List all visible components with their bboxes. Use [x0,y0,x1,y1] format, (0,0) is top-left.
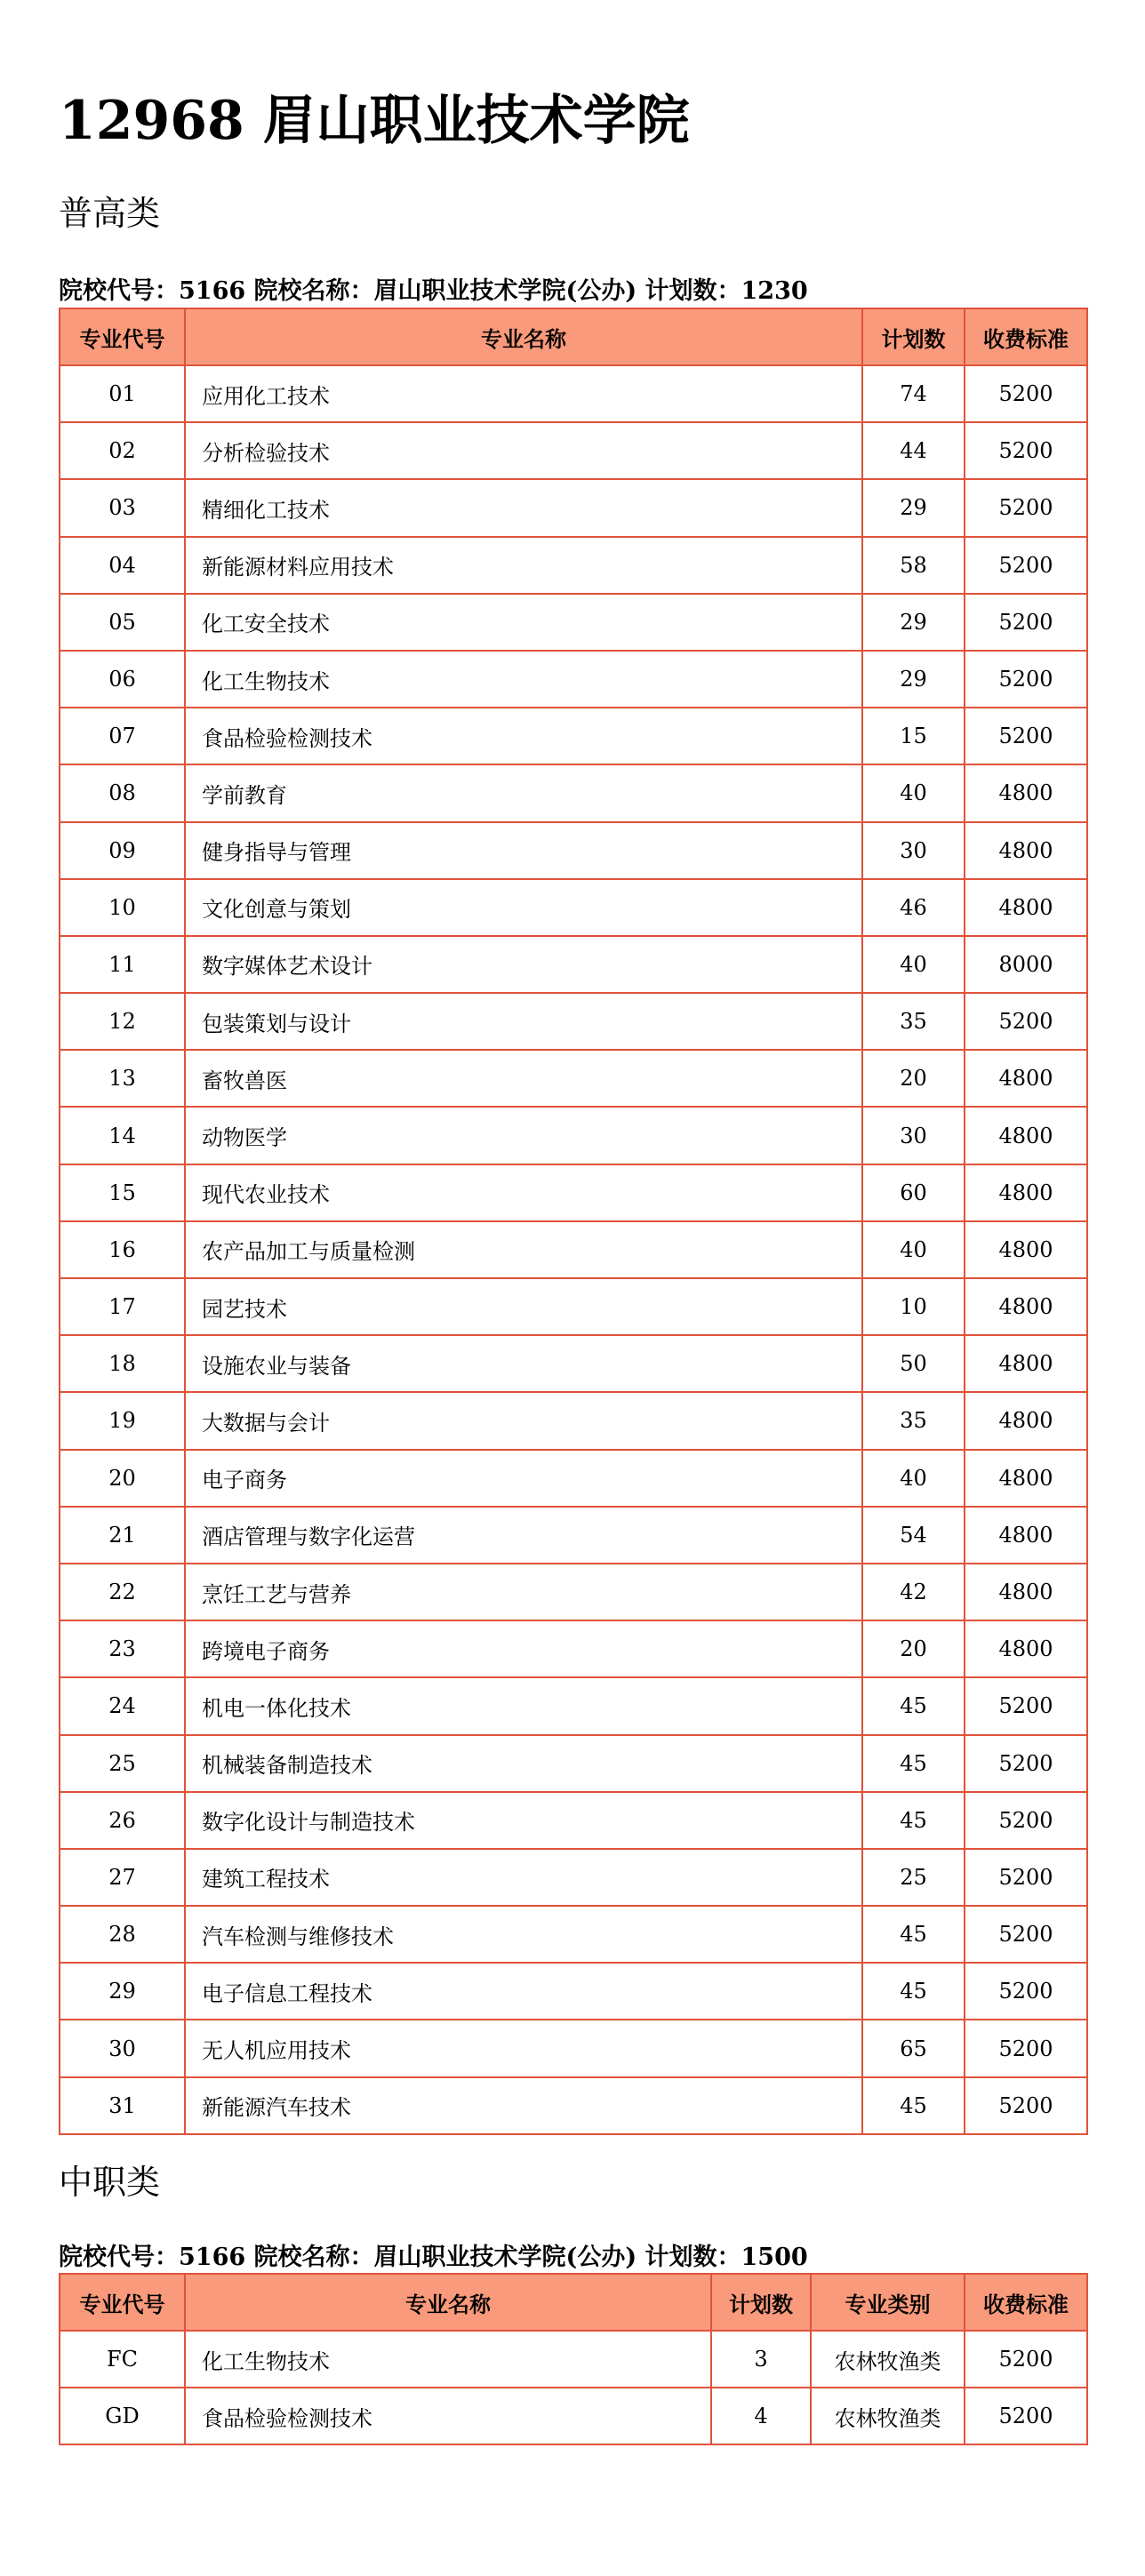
cell-major-name: 健身指导与管理 [185,822,862,879]
cell-major-name: 现代农业技术 [185,1164,862,1221]
cell-major-name: 新能源汽车技术 [185,2077,862,2134]
cell-major-name: 电子信息工程技术 [185,1963,862,2020]
table-row [60,936,1087,993]
table-row [60,993,1087,1050]
cell-fee: 4800 [965,822,1087,879]
cell-fee: 4800 [965,1050,1087,1107]
cell-plan-count: 15 [862,708,965,764]
cell-plan-count: 25 [862,1849,965,1906]
cell-plan-count: 45 [862,1963,965,2020]
cell-major-name: 建筑工程技术 [185,1849,862,1906]
cell-major-code: 21 [60,1507,185,1564]
cell-fee: 5200 [965,2331,1087,2388]
cell-plan-count: 40 [862,1450,965,1507]
cell-major-name: 无人机应用技术 [185,2020,862,2076]
cell-plan-count: 45 [862,1735,965,1792]
cell-major-code: FC [60,2331,185,2388]
cell-major-code: 07 [60,708,185,764]
cell-major-code: 23 [60,1620,185,1677]
cell-fee: 5200 [965,1849,1087,1906]
cell-fee: 4800 [965,764,1087,821]
cell-plan-count: 45 [862,1677,965,1734]
cell-major-name: 数字化设计与制造技术 [185,1792,862,1849]
cell-fee: 4800 [965,1507,1087,1564]
cell-fee: 5200 [965,1677,1087,1734]
cell-fee: 5200 [965,993,1087,1050]
cell-plan-count: 20 [862,1050,965,1107]
table-header-row [60,2274,1087,2331]
header-major-code: 专业代号 [60,308,185,365]
cell-major-name: 机电一体化技术 [185,1677,862,1734]
table-row [60,365,1087,422]
table-row [60,422,1087,479]
cell-major-code: 19 [60,1392,185,1449]
cell-major-name: 食品检验检测技术 [185,2388,711,2444]
cell-major-code: 27 [60,1849,185,1906]
table-row [60,879,1087,936]
cell-major-name: 化工生物技术 [185,651,862,708]
cell-major-name: 农产品加工与质量检测 [185,1221,862,1278]
cell-fee: 5200 [965,2077,1087,2134]
cell-fee: 4800 [965,1107,1087,1164]
table-row [60,1849,1087,1906]
header-fee: 收费标准 [965,2274,1087,2331]
cell-plan-count: 3 [711,2331,811,2388]
major-table-general [59,308,1088,2135]
cell-plan-count: 65 [862,2020,965,2076]
cell-plan-count: 46 [862,879,965,936]
table-row [60,1050,1087,1107]
table-row [60,822,1087,879]
cell-fee: 4800 [965,879,1087,936]
table-row [60,1450,1087,1507]
cell-plan-count: 54 [862,1507,965,1564]
cell-plan-count: 29 [862,594,965,651]
cell-fee: 5200 [965,1792,1087,1849]
cell-major-code: 29 [60,1963,185,2020]
cell-major-code: 26 [60,1792,185,1849]
cell-major-name: 机械装备制造技术 [185,1735,862,1792]
cell-plan-count: 50 [862,1335,965,1392]
cell-major-name: 电子商务 [185,1450,862,1507]
cell-major-code: 11 [60,936,185,993]
table-row [60,1507,1087,1564]
table-row [60,1164,1087,1221]
cell-major-name: 化工安全技术 [185,594,862,651]
school-info-general: 院校代号：5166 院校名称：眉山职业技术学院(公办) 计划数：1230 [59,277,808,305]
cell-major-code: 31 [60,2077,185,2134]
cell-fee: 5200 [965,2388,1087,2444]
cell-plan-count: 44 [862,422,965,479]
cell-fee: 4800 [965,1564,1087,1620]
cell-fee: 5200 [965,708,1087,764]
table-row [60,1677,1087,1734]
school-info-vocational: 院校代号：5166 院校名称：眉山职业技术学院(公办) 计划数：1500 [59,2244,808,2271]
header-plan-count: 计划数 [862,308,965,365]
cell-major-code: 14 [60,1107,185,1164]
header-major-category: 专业类别 [811,2274,965,2331]
cell-major-code: 13 [60,1050,185,1107]
cell-fee: 8000 [965,936,1087,993]
cell-fee: 5200 [965,479,1087,536]
cell-major-code: 04 [60,537,185,594]
cell-plan-count: 30 [862,822,965,879]
table-row [60,1392,1087,1449]
cell-major-name: 新能源材料应用技术 [185,537,862,594]
cell-major-name: 学前教育 [185,764,862,821]
cell-fee: 4800 [965,1221,1087,1278]
cell-plan-count: 29 [862,479,965,536]
table-row [60,2020,1087,2076]
cell-major-code: 02 [60,422,185,479]
cell-plan-count: 60 [862,1164,965,1221]
cell-plan-count: 10 [862,1278,965,1335]
table-row [60,1735,1087,1792]
header-plan-count: 计划数 [711,2274,811,2331]
cell-fee: 4800 [965,1392,1087,1449]
cell-major-name: 畜牧兽医 [185,1050,862,1107]
cell-major-category: 农林牧渔类 [811,2331,965,2388]
cell-major-code: 20 [60,1450,185,1507]
cell-major-name: 包装策划与设计 [185,993,862,1050]
cell-plan-count: 45 [862,1906,965,1963]
table-row [60,1906,1087,1963]
cell-major-code: 24 [60,1677,185,1734]
cell-major-code: 22 [60,1564,185,1620]
table-row [60,708,1087,764]
cell-major-name: 化工生物技术 [185,2331,711,2388]
cell-major-code: 28 [60,1906,185,1963]
cell-fee: 5200 [965,2020,1087,2076]
table-row [60,1221,1087,1278]
cell-major-code: 09 [60,822,185,879]
table-row [60,537,1087,594]
cell-major-code: 08 [60,764,185,821]
table-row [60,1335,1087,1392]
cell-major-name: 文化创意与策划 [185,879,862,936]
table-row [60,1620,1087,1677]
cell-major-name: 烹饪工艺与营养 [185,1564,862,1620]
cell-major-code: 18 [60,1335,185,1392]
header-fee: 收费标准 [965,308,1087,365]
cell-major-code: 10 [60,879,185,936]
cell-plan-count: 45 [862,1792,965,1849]
cell-major-name: 动物医学 [185,1107,862,1164]
cell-plan-count: 40 [862,936,965,993]
section-title-vocational: 中职类 [59,2163,161,2202]
cell-major-code: 16 [60,1221,185,1278]
table-row [60,479,1087,536]
cell-major-name: 食品检验检测技术 [185,708,862,764]
cell-fee: 5200 [965,594,1087,651]
cell-major-name: 设施农业与装备 [185,1335,862,1392]
cell-fee: 5200 [965,365,1087,422]
table-row [60,1564,1087,1620]
cell-major-code: GD [60,2388,185,2444]
cell-major-code: 03 [60,479,185,536]
cell-major-name: 园艺技术 [185,1278,862,1335]
cell-major-code: 01 [60,365,185,422]
header-major-code: 专业代号 [60,2274,185,2331]
cell-fee: 5200 [965,422,1087,479]
table-row [60,2077,1087,2134]
table-header-row [60,308,1087,365]
table-row [60,1792,1087,1849]
table-row [60,2388,1087,2444]
table-row [60,1278,1087,1335]
cell-plan-count: 40 [862,1221,965,1278]
cell-major-name: 数字媒体艺术设计 [185,936,862,993]
table-row [60,594,1087,651]
cell-major-name: 大数据与会计 [185,1392,862,1449]
cell-fee: 4800 [965,1278,1087,1335]
cell-plan-count: 74 [862,365,965,422]
table-row [60,1107,1087,1164]
cell-plan-count: 40 [862,764,965,821]
cell-major-code: 30 [60,2020,185,2076]
table-row [60,2331,1087,2388]
section-title-general: 普高类 [59,194,161,233]
cell-major-code: 12 [60,993,185,1050]
cell-fee: 5200 [965,1906,1087,1963]
cell-fee: 4800 [965,1620,1087,1677]
cell-major-code: 15 [60,1164,185,1221]
cell-major-code: 05 [60,594,185,651]
cell-plan-count: 4 [711,2388,811,2444]
cell-major-name: 汽车检测与维修技术 [185,1906,862,1963]
cell-plan-count: 35 [862,993,965,1050]
table-row [60,1963,1087,2020]
cell-fee: 5200 [965,651,1087,708]
cell-fee: 5200 [965,1735,1087,1792]
cell-fee: 4800 [965,1450,1087,1507]
cell-fee: 4800 [965,1164,1087,1221]
cell-major-code: 06 [60,651,185,708]
cell-fee: 5200 [965,1963,1087,2020]
cell-plan-count: 35 [862,1392,965,1449]
header-major-name: 专业名称 [185,308,862,365]
table-row [60,764,1087,821]
cell-major-name: 跨境电子商务 [185,1620,862,1677]
cell-plan-count: 58 [862,537,965,594]
cell-fee: 4800 [965,1335,1087,1392]
cell-major-name: 精细化工技术 [185,479,862,536]
cell-major-code: 17 [60,1278,185,1335]
major-table-vocational [59,2273,1088,2445]
cell-plan-count: 45 [862,2077,965,2134]
cell-plan-count: 30 [862,1107,965,1164]
table-row [60,651,1087,708]
header-major-name: 专业名称 [185,2274,711,2331]
cell-plan-count: 20 [862,1620,965,1677]
cell-major-name: 分析检验技术 [185,422,862,479]
cell-plan-count: 29 [862,651,965,708]
cell-major-name: 酒店管理与数字化运营 [185,1507,862,1564]
cell-plan-count: 42 [862,1564,965,1620]
cell-fee: 5200 [965,537,1087,594]
page-title: 12968 眉山职业技术学院 [59,90,690,152]
cell-major-category: 农林牧渔类 [811,2388,965,2444]
cell-major-code: 25 [60,1735,185,1792]
cell-major-name: 应用化工技术 [185,365,862,422]
